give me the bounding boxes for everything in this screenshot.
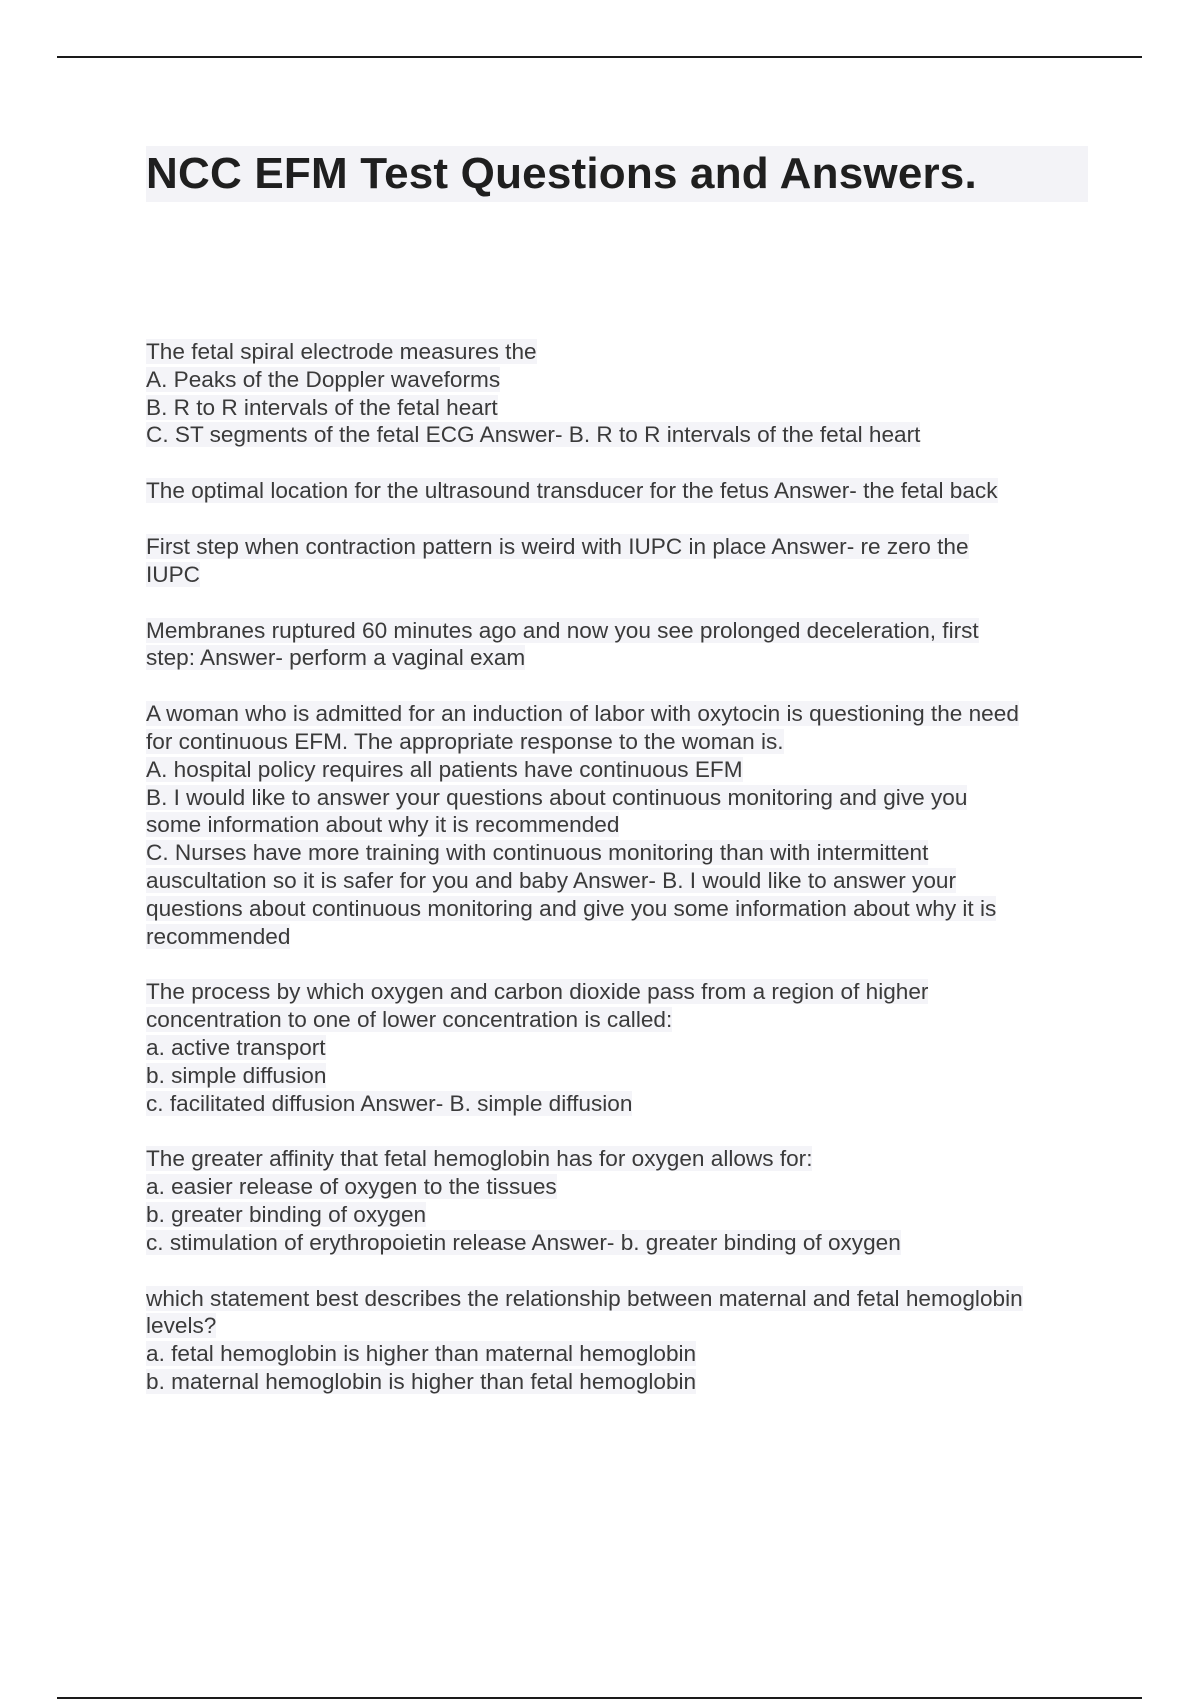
line-text: questions about continuous monitoring and give you some information about why it is [146,895,997,921]
text-line [146,644,1096,672]
qa-item [146,533,1096,589]
line-text: b. greater binding of oxygen [146,1201,427,1227]
line-text: B. R to R intervals of the fetal heart [146,394,498,420]
line-text: a. active transport [146,1034,326,1060]
text-line [146,1173,1096,1201]
text-line [146,867,1096,895]
line-text: concentration to one of lower concentration is called: [146,1007,673,1033]
text-line [146,1006,1096,1034]
line-text: A. Peaks of the Doppler waveforms [146,366,501,392]
line-text: step: Answer- perform a vaginal exam [146,645,526,671]
text-line [146,1201,1096,1229]
text-line [146,421,1096,449]
line-text: C. Nurses have more training with continuous monitoring than with intermittent [146,840,929,866]
text-line [146,728,1096,756]
line-text: levels? [146,1313,217,1339]
line-text: auscultation so it is safer for you and baby Answer- B. I would like to answer your [146,867,957,893]
top-divider [57,56,1142,58]
qa-item [146,700,1096,950]
question-line [146,477,1096,505]
text-line [146,1368,1096,1396]
qa-item [146,1285,1096,1396]
line-text: c. stimulation of erythropoietin release Answer- b. greater binding of oxygen [146,1229,901,1255]
line-text: for continuous EFM. The appropriate response to the woman is. [146,728,784,754]
text-line [146,1340,1096,1368]
line-text: The greater affinity that fetal hemoglobin has for oxygen allows for: [146,1146,813,1172]
line-text: C. ST segments of the fetal ECG Answer- B. R to R intervals of the fetal heart [146,422,921,448]
line-text: Membranes ruptured 60 minutes ago and now you see prolonged deceleration, first [146,617,979,643]
line-text: a. fetal hemoglobin is higher than maternal hemoglobin [146,1341,697,1367]
line-text: First step when contraction pattern is weird with IUPC in place Answer- re zero the [146,533,969,559]
line-text: The process by which oxygen and carbon dioxide pass from a region of higher [146,979,929,1005]
text-line [146,1312,1096,1340]
line-text: some information about why it is recommended [146,812,620,838]
question-line [146,1285,1096,1313]
text-line [146,923,1096,951]
question-line [146,533,1096,561]
question-line [146,617,1096,645]
line-text: B. I would like to answer your questions about continuous monitoring and give you [146,784,968,810]
text-line [146,839,1096,867]
line-text: The optimal location for the ultrasound transducer for the fetus Answer- the fetal back [146,478,998,504]
line-text: recommended [146,923,291,949]
qa-item [146,338,1096,449]
line-text: A. hospital policy requires all patients have continuous EFM [146,756,743,782]
text-line [146,1229,1096,1257]
text-line [146,895,1096,923]
question-line [146,978,1096,1006]
line-text: b. simple diffusion [146,1062,327,1088]
question-line [146,338,1096,366]
question-line [146,700,1096,728]
line-text: a. easier release of oxygen to the tissues [146,1174,557,1200]
line-text: which statement best describes the relationship between maternal and fetal hemoglobin [146,1285,1023,1311]
question-line [146,1145,1096,1173]
line-text: IUPC [146,561,200,587]
text-line [146,394,1096,422]
text-line [146,784,1096,812]
qa-item [146,978,1096,1117]
line-text: c. facilitated diffusion Answer- B. simple diffusion [146,1090,633,1116]
qa-item [146,477,1096,505]
document-title: NCC EFM Test Questions and Answers. [146,146,1088,202]
text-line [146,1062,1096,1090]
text-line [146,366,1096,394]
bottom-divider [57,1697,1142,1699]
text-line [146,1090,1096,1118]
qa-item [146,617,1096,673]
qa-list [146,338,1096,1424]
text-line [146,1034,1096,1062]
text-line [146,756,1096,784]
line-text: The fetal spiral electrode measures the [146,339,537,364]
text-line [146,811,1096,839]
line-text: b. maternal hemoglobin is higher than fetal hemoglobin [146,1368,697,1394]
text-line [146,561,1096,589]
line-text: A woman who is admitted for an induction of labor with oxytocin is questioning the need [146,701,1019,727]
qa-item [146,1145,1096,1256]
